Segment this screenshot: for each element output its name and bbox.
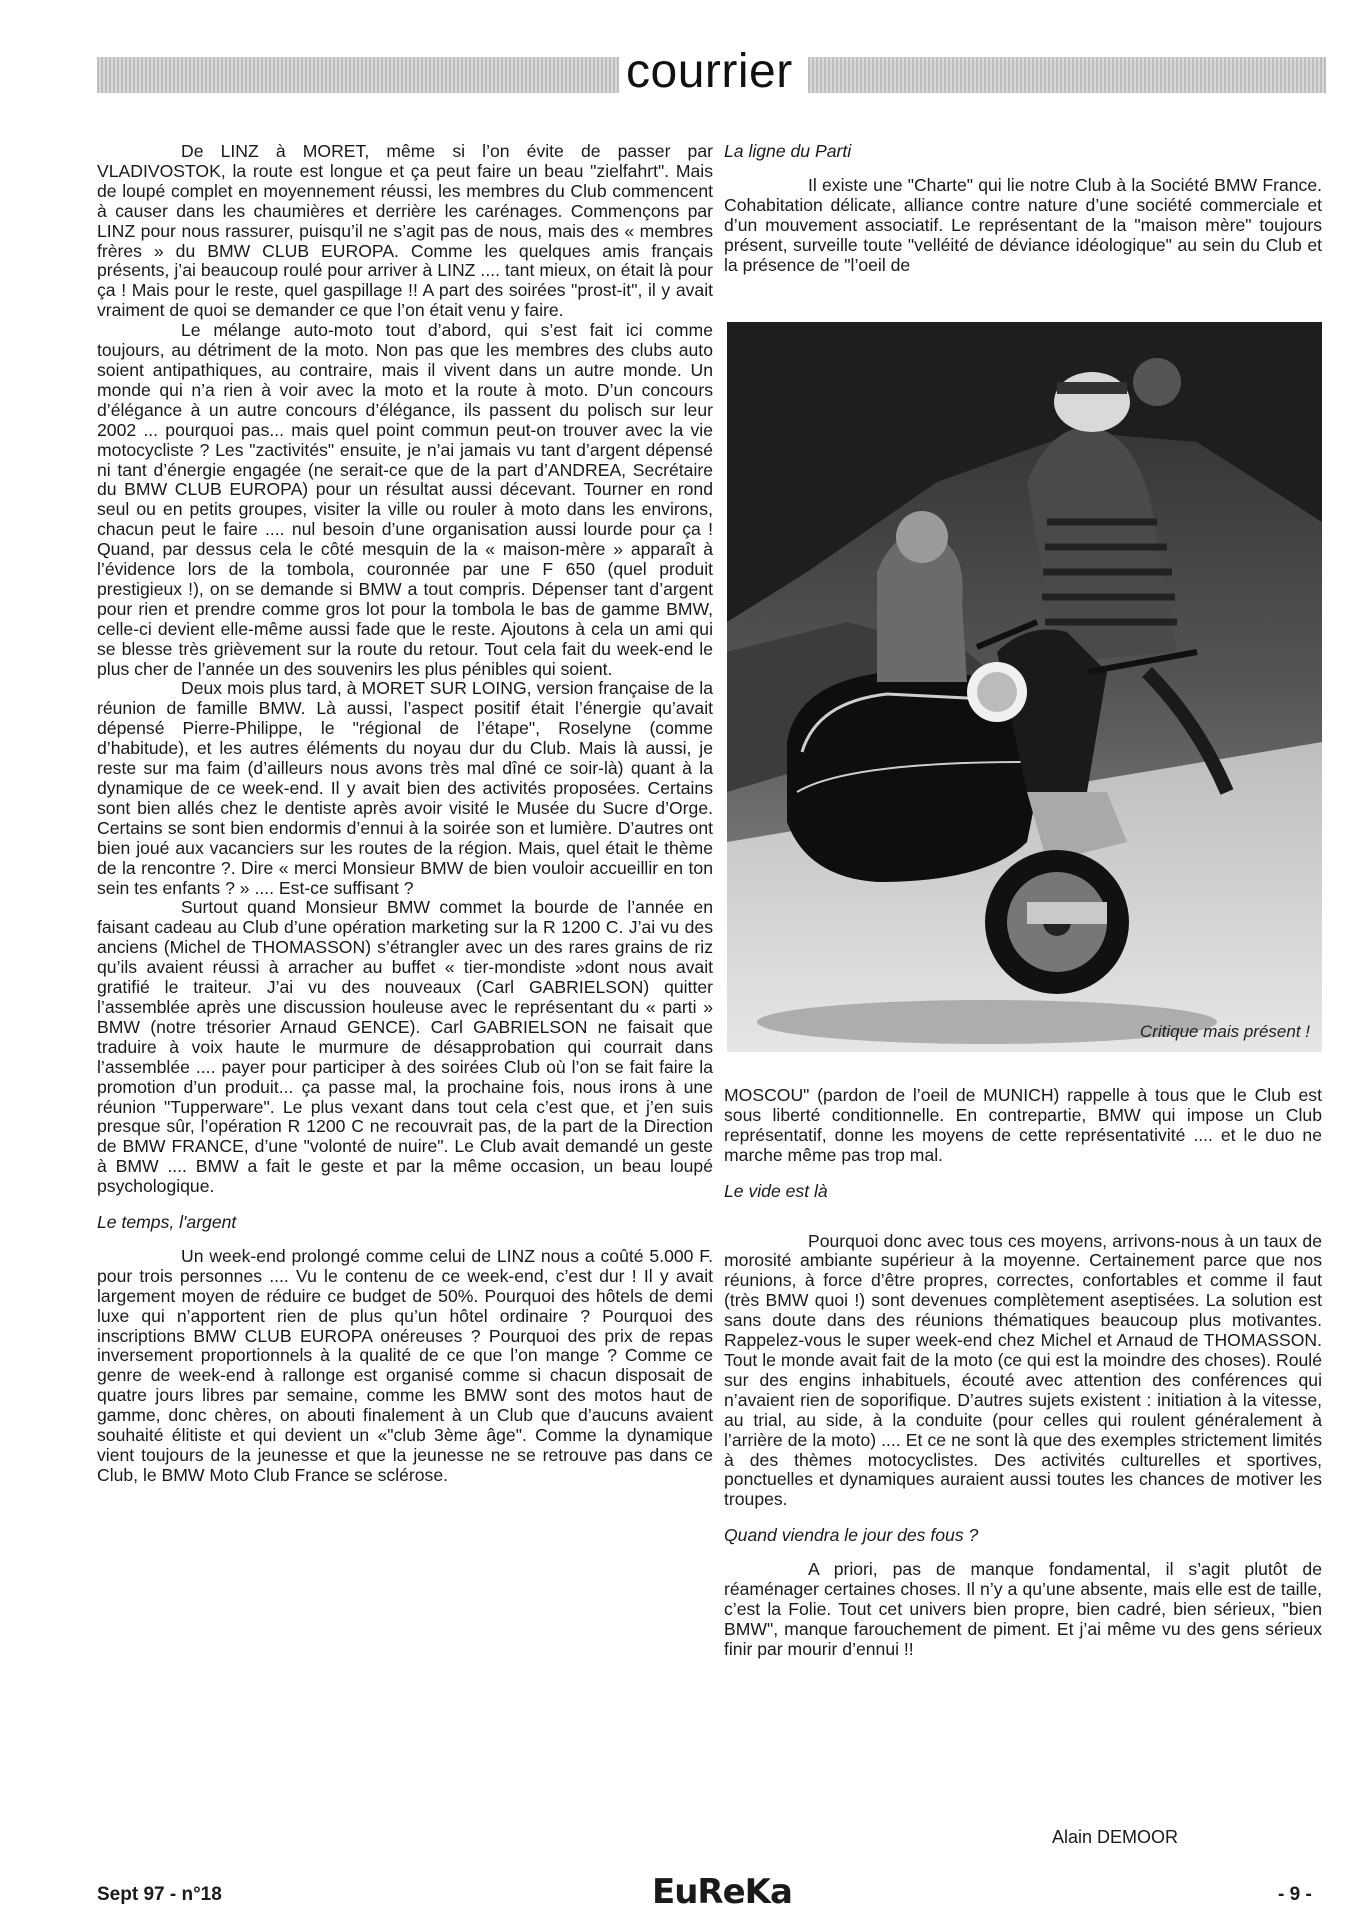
paragraph: Deux mois plus tard, à MORET SUR LOING, version française de la réunion de famille BMW. Là aussi, l’aspect positif était l’énergie qu’avait dépensé Pierre-Philippe, le "régional de l’étape", Roselyne (comme d’habitude), et les autres éléments du noyau dur du Club. Mais là aussi, je reste sur ma faim (d’ailleurs nous avons très mal dîné ce soir-là) quant à la dynamique de ce week-end. Il y avait bien des activités proposées. Certains sont bien allés chez le dentiste après avoir visité le Musée du Sucre d’Orge. Certains se sont bien endormis d’ennui à la soirée son et lumière. D’autres ont bien joué aux vacanciers sur les routes de la région. Mais, quel était le thème de la rencontre ?. Dire « merci Monsieur BMW de bien vouloir accueillir en ton sein tes enfants ? » .... Est-ce suffisant ? <box>97 678 713 898</box>
paragraph: Pourquoi donc avec tous ces moyens, arrivons-nous à un taux de morosité ambiante supérieur à la moyenne. Certainement parce que nos réunions, à force d’être propres, correctes, confortables et comme il faut (très BMW quoi !) sont devenues complètement aseptisées. La solution est sans doute dans des réunions thématiques beaucoup plus motivantes. Rappelez-vous le super week-end chez Michel et Arnaud de THOMASSON. Tout le monde avait fait de la moto (ce qui est la moindre des choses). Roulé sur des engins inhabituels, écouté avec attention des conférences qui n’avaient rien de soporifique. D’autres sujets existent : initiation à la vitesse, au trial, au side, à la conduite (pour celles qui roulent généralement à l’arrière de la moto) .... Et ce ne sont là que des exemples strictement limités à des thèmes motocyclistes. Des activités culturelles et sportives, ponctuelles et dynamiques auraient aussi toutes les chances de motiver les troupes. <box>724 1230 1322 1510</box>
paragraph: De LINZ à MORET, même si l’on évite de passer par VLADIVOSTOK, la route est longue et ça peut faire un beau "zielfahrt". Mais de loupé complet en moyennement réussi, les membres du Club commencent à causer dans les chaumières et derrière les carénages. Commençons par LINZ pour nous rassurer, puisqu’il ne s’agit pas de nous, mais des « membres frères » du BMW CLUB EUROPA. Comme les quelques amis français présents, j’ai beaucoup roulé pour arriver à LINZ .... tant mieux, on était là pour ça ! Mais pour le reste, quel gaspillage !! A part des soirées "prost-it", il y avait vraiment de quoi se demander ce que l’on était venu y faire. <box>97 141 713 321</box>
subheading: Le temps, l'argent <box>97 1212 237 1233</box>
header-rule-right <box>808 57 1326 93</box>
right-column-bottom <box>724 1086 1322 1660</box>
subheading: Quand viendra le jour des fous ? <box>724 1525 979 1546</box>
author-signature: Alain DEMOOR <box>1052 1827 1179 1847</box>
paragraph: Il existe une "Charte" qui lie notre Club à la Société BMW France. Cohabitation délicate, alliance contre nature d’une société commerciale et d’un mouvement associatif. Le représentant de la "maison mère" toujours présent, surveille toute "velléité de déviance idéologique" au sein du Club et la présence de "l’oeil de <box>724 174 1322 275</box>
subheading: Le vide est là <box>724 1180 828 1201</box>
header-rule-left <box>97 57 619 93</box>
subheading: La ligne du Parti <box>724 141 852 161</box>
paragraph: Un week-end prolongé comme celui de LINZ nous a coûté 5.000 F. pour trois personnes .... Vu le contenu de ce week-end, c’est dur ! Il y avait largement moyen de réduire ce budget de 50%. Pourquoi des hôtels de demi luxe qui n’apportent rien de plus qu’un hôtel ordinaire ? Pourquoi des inscriptions BMW CLUB EUROPA onéreuses ? Pourquoi des prix de repas inversement proportionnels à la qualité de ce que l’on mange ? Comme ce genre de week-end à rallonge est organisé comme si chacun disposait de quatre jours libres par semaine, comme les BMW sont des motos haut de gamme, donc chères, on abouti finalement à un Club que d’aucuns avaient souhaité élitiste et qui devient un «"club 3ème âge". Comme la dynamique vient toujours de la jeunesse et que la jeunesse ne se retrouve pas dans ce Club, le BMW Moto Club France se sclérose. <box>97 1245 713 1485</box>
photo-caption: Critique mais présent ! <box>1139 1022 1310 1041</box>
paragraph: Surtout quand Monsieur BMW commet la bourde de l’année en faisant cadeau au Club d’une opération marketing sur la R 1200 C. J’ai vu des anciens (Michel de THOMASSON) s’étrangler avec un des rares grains de riz qu’ils avaient réussi à arracher au buffet « tier-mondiste »dont nous avait gratifié le traiteur. J’ai vu des nouveaux (Carl GABRIELSON) quitter l’assemblée après une discussion houleuse avec le représentant du « parti » BMW (notre trésorier Arnaud GENCE). Carl GABRIELSON ne faisait que traduire à voix haute le murmure de désapprobation qui courrait dans l’assemblée .... payer pour participer à des soirées Club où l’on se fait faire la promotion d’un produit... ça passe mal, la prochaine fois, nous irons à une réunion "Tupperware". Le plus vexant dans tout cela c’est que, et j’en suis presque sûr, l’opération R 1200 C ne recouvrait pas, de la part de la Direction de BMW FRANCE, d’une "volonté de nuire". Le Club avait demandé un geste à BMW .... BMW a fait le geste et par la même occasion, un beau loupé psychologique. <box>97 897 713 1197</box>
left-column <box>97 142 713 1486</box>
sidecar-photo <box>727 322 1322 1052</box>
issue-label: Sept 97 - n°18 <box>97 1884 222 1905</box>
magazine-logo: EuReKa <box>652 1872 792 1912</box>
paragraph: A priori, pas de manque fondamental, il s’agit plutôt de réaménager certaines choses. Il n’y a qu’une absente, mais elle est de taille, c’est la Folie. Tout cet univers bien propre, bien cadré, bien sérieux, "bien BMW", manque farouchement de piment. Et j’ai même vu des gens sérieux finir par mourir d’ennui !! <box>724 1559 1322 1659</box>
section-title: courrier <box>626 45 793 98</box>
paragraph: Le mélange auto-moto tout d’abord, qui s’est fait ici comme toujours, au détriment de la moto. Non pas que les membres des clubs auto soient antipathiques, au contraire, mais il vivent dans un autre monde. Un monde qui n’a rien à voir avec la moto et la route à moto. D’un concours d’élégance à un autre concours d’élégance, ils passent du polisch sur leur 2002 ... pourquoi pas... mais quel point commun peut-on trouver avec la vie motocycliste ? Les "zactivités" ensuite, je n’ai jamais vu tant d’argent dépensé ni tant d’énergie engagée (ne serait-ce que de la part d’ANDREA, Secrétaire du BMW CLUB EUROPA) pour un résultat aussi décevant. Tourner en rond seul ou en petits groupes, visiter la ville ou rouler à moto dans les environs, chacun peut le faire .... nul besoin d’une organisation aussi lourde pour ça ! Quand, par dessus cela le côté mesquin de la « maison-mère » apparaît à l’évidence lors de la tombola, couronnée par une F 650 (quel produit prestigieux !), on se demande si BMW a tout compris. Dépenser tant d’argent pour rien et prendre comme gros lot pour la tombola le bas de gamme BMW, celle-ci devient elle-même aussi fade que le reste. Ajoutons à cela un ami qui se blesse très grièvement sur la route du retour. Tout cela fait du week-end le plus cher de l’année un des souvenirs les plus pénibles qui soient. <box>97 320 713 679</box>
photo-illustration <box>727 322 1322 1052</box>
paragraph: MOSCOU" (pardon de l’oeil de MUNICH) rappelle à tous que le Club est sous liberté conditionnelle. En contrepartie, BMW qui impose un Club représentatif, donne les moyens de cette représentativité .... et le duo ne marche même pas trop mal. <box>724 1085 1322 1165</box>
right-column-top <box>724 142 1322 275</box>
page-number: - 9 - <box>1278 1884 1312 1905</box>
